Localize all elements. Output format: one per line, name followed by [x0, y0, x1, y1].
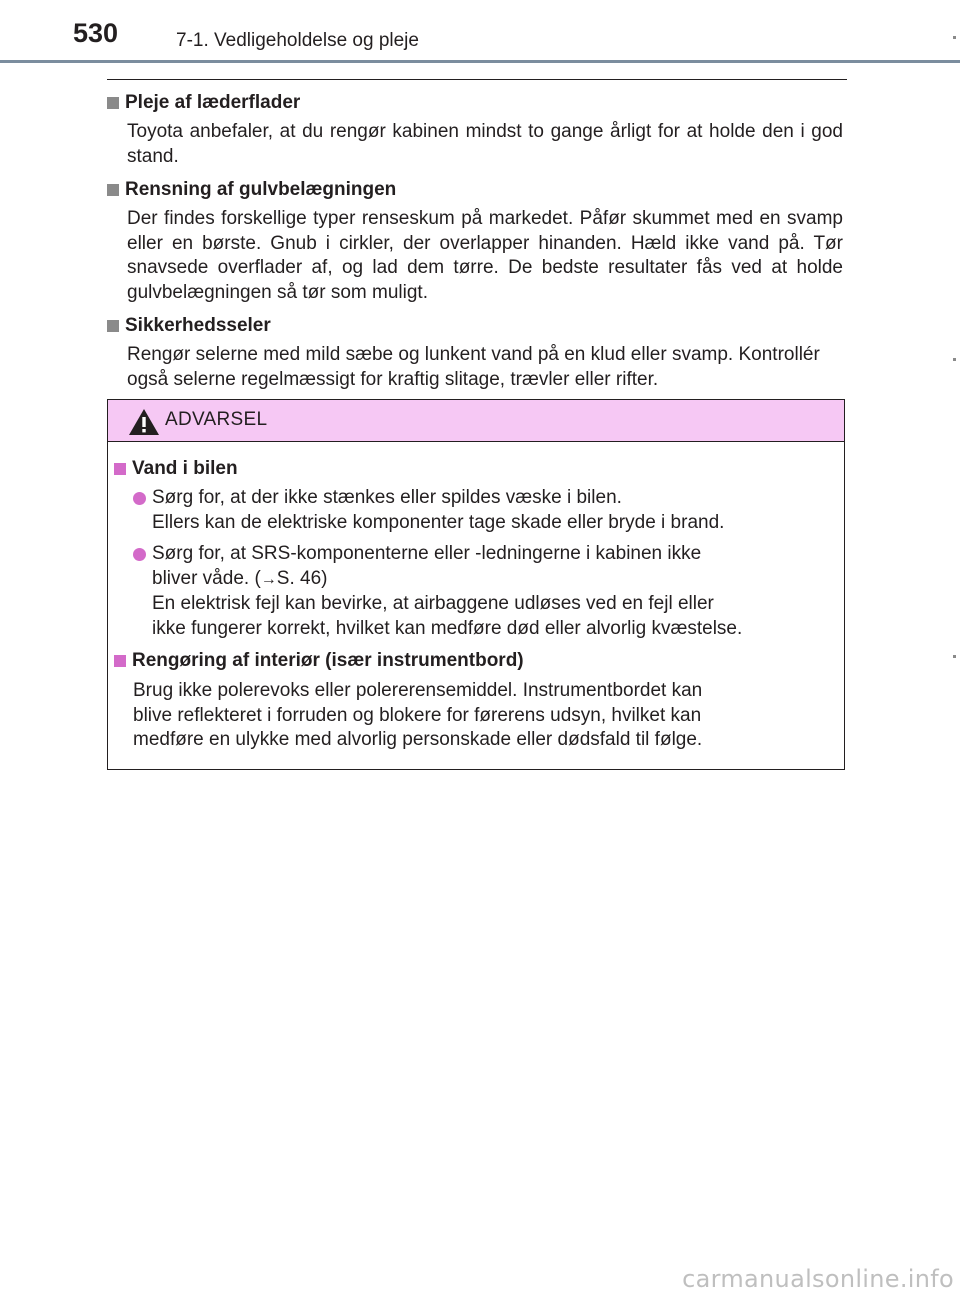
- section-heading-text: Sikkerhedsseler: [125, 315, 271, 336]
- bullet-line: [152, 567, 742, 593]
- bullet-line-prefix: bliver våde. (: [152, 567, 261, 589]
- section-text-leather: Toyota anbefaler, at du rengør kabinen mindst to gange årligt for at holde den i god stand.: [127, 121, 843, 167]
- warning-text-interior: [133, 679, 844, 753]
- warning-line: blive reflekteret i forruden og blokere for førerens udsyn, hvilket kan: [133, 704, 702, 726]
- warning-header: [108, 400, 844, 442]
- warning-bullet-text: [152, 542, 742, 641]
- warning-heading-water: [114, 457, 844, 481]
- warning-title: ADVARSEL: [165, 409, 268, 430]
- edge-tick: [953, 358, 956, 361]
- section-heading-floor: [107, 178, 843, 202]
- warning-body: [108, 442, 844, 753]
- warning-line: Brug ikke polerevoks eller polererensemiddel. Instrumentbordet kan: [133, 680, 703, 701]
- section-text-seatbelts: Rengør selerne med mild sæbe og lunkent vand på en klud eller svamp. Kontrollér også selerne regelmæssigt for kraftig slitage, trævler eller rifter.: [127, 344, 820, 390]
- warning-heading-interior: [114, 649, 844, 673]
- page-number: 530: [73, 18, 119, 48]
- warning-bullet-text: [152, 486, 724, 535]
- bullet-line: Sørg for, at der ikke stænkes eller spildes væske i bilen.: [152, 487, 622, 508]
- edge-tick: [953, 655, 956, 658]
- bullet-line: ikke fungerer korrekt, hvilket kan medføre død eller alvorlig kvæstelse.: [152, 617, 743, 639]
- page-header: [0, 0, 960, 62]
- section-heading-leather: [107, 91, 843, 115]
- section-heading-seatbelts: [107, 314, 843, 338]
- chapter-title: 7-1. Vedligeholdelse og pleje: [176, 30, 419, 51]
- warning-heading-text: Vand i bilen: [132, 458, 238, 479]
- circle-bullet-icon: [133, 492, 146, 505]
- warning-bullet: [133, 486, 844, 535]
- square-bullet-icon: [114, 655, 126, 667]
- page-reference-link[interactable]: S. 46): [276, 567, 328, 589]
- section-heading-text: Rensning af gulvbelægningen: [125, 179, 397, 200]
- square-bullet-icon: [107, 184, 119, 196]
- circle-bullet-icon: [133, 548, 146, 561]
- bullet-line: En elektrisk fejl kan bevirke, at airbaggene udløses ved en fejl eller: [152, 593, 714, 614]
- warning-triangle-icon: [128, 408, 160, 436]
- bullet-line: Sørg for, at SRS-komponenterne eller -ledningerne i kabinen ikke: [152, 543, 702, 564]
- header-divider: [0, 60, 960, 63]
- warning-line: medføre en ulykke med alvorlig personskade eller dødsfald til følge.: [133, 729, 703, 750]
- warning-bullet: [133, 542, 844, 641]
- warning-heading-text: Rengøring af interiør (især instrumentbord): [132, 650, 524, 671]
- arrow-right-icon: →: [260, 570, 277, 588]
- square-bullet-icon: [114, 463, 126, 475]
- section-text-floor: Der findes forskellige typer renseskum på markedet. Påfør skummet med en svamp eller en børste. Gnub i cirkler, der overlapper hinanden. Hæld ikke vand på. Tør snavsede overflader af, og lad dem tørre. De bedste resultater fås ved at holde gulvbelægningen så tør som muligt.: [127, 208, 843, 303]
- square-bullet-icon: [107, 320, 119, 332]
- content-top-rule: [107, 79, 847, 80]
- warning-box: [107, 399, 845, 770]
- edge-tick: [953, 36, 956, 39]
- bullet-line: Ellers kan de elektriske komponenter tage skade eller bryde i brand.: [152, 511, 725, 533]
- spacer: [114, 641, 844, 649]
- section-heading-text: Pleje af læderflader: [125, 92, 301, 113]
- main-content: [107, 91, 843, 401]
- watermark: carmanualsonline.info: [682, 1265, 954, 1293]
- square-bullet-icon: [107, 97, 119, 109]
